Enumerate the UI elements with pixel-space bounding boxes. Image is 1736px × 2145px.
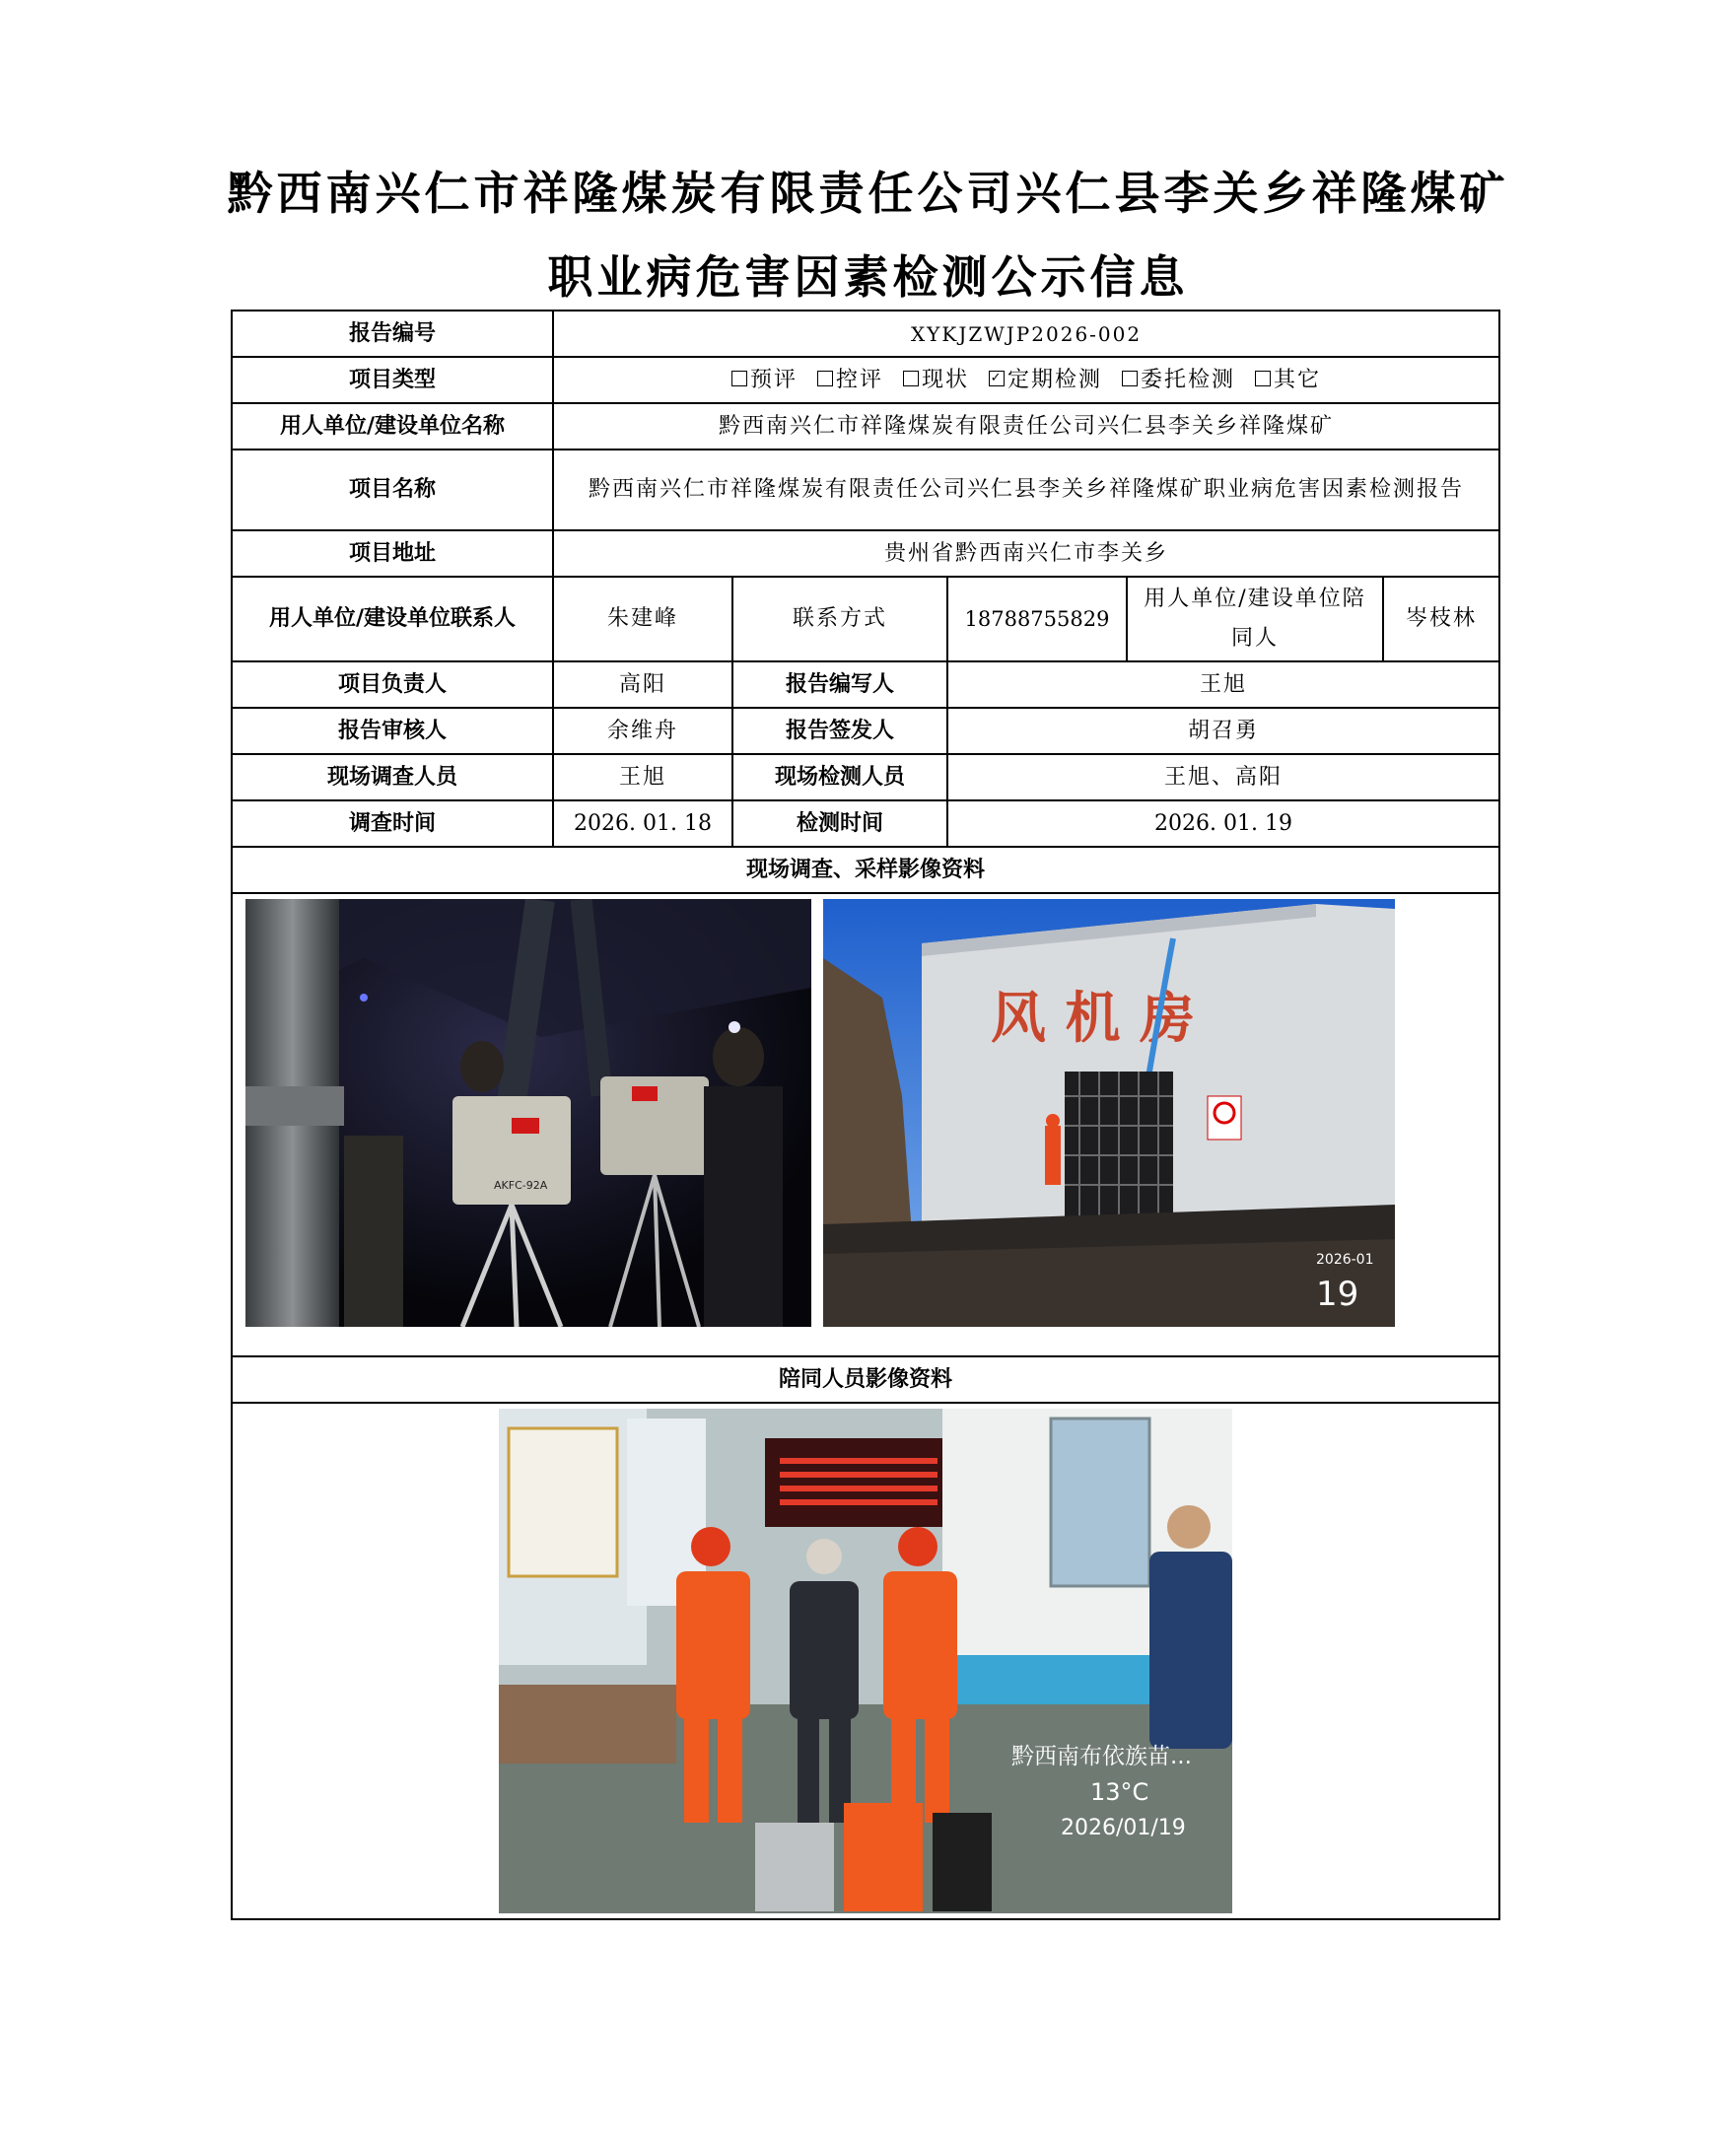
project-address: 贵州省黔西南兴仁市李关乡 — [553, 530, 1499, 577]
info-table — [231, 310, 1500, 1920]
phone-label: 联系方式 — [732, 577, 947, 661]
phone-number: 18788755829 — [947, 577, 1127, 661]
project-type-option — [903, 368, 969, 392]
contact-name: 朱建峰 — [553, 577, 732, 661]
title-line1: 黔西南兴仁市祥隆煤炭有限责任公司兴仁县李关乡祥隆煤矿 — [227, 167, 1509, 220]
tester-names: 王旭、高阳 — [947, 754, 1499, 800]
escort-label: 用人单位/建设单位陪同人 — [1127, 577, 1383, 661]
unchecked-box-icon — [731, 371, 747, 386]
surveyor-label: 现场调查人员 — [232, 754, 553, 800]
photo-temperature: 13°C — [1090, 1778, 1149, 1806]
writer-label: 报告编写人 — [732, 661, 947, 708]
underground-sampling-photo — [245, 899, 811, 1327]
project-type-option — [817, 368, 883, 392]
photo-stamp-day: 19 — [1316, 1275, 1359, 1314]
survey-time-label: 调查时间 — [232, 800, 553, 847]
issuer-name: 胡召勇 — [947, 708, 1499, 754]
unchecked-box-icon — [1255, 371, 1271, 386]
project-type-option — [1122, 368, 1235, 392]
checked-box-icon: ✓ — [990, 370, 1004, 385]
writer-name: 王旭 — [947, 661, 1499, 708]
employer-label: 用人单位/建设单位名称 — [232, 403, 553, 450]
project-type-option-label: 现状 — [922, 367, 970, 392]
pm-label: 项目负责人 — [232, 661, 553, 708]
unchecked-box-icon — [903, 371, 919, 386]
project-name: 黔西南兴仁市祥隆煤炭有限责任公司兴仁县李关乡祥隆煤矿职业病危害因素检测报告 — [553, 450, 1499, 530]
survey-photos-cell — [232, 893, 1499, 1356]
photo-date: 2026/01/19 — [1061, 1816, 1186, 1840]
section-escort-photos-label: 陪同人员影像资料 — [232, 1356, 1499, 1403]
svg-text:AKFC-92A: AKFC-92A — [494, 1179, 548, 1192]
pm-name: 高阳 — [553, 661, 732, 708]
reviewer-name: 余维舟 — [553, 708, 732, 754]
escort-group-photo — [499, 1409, 1232, 1913]
tester-label: 现场检测人员 — [732, 754, 947, 800]
title-line2: 职业病危害因素检测公示信息 — [547, 250, 1189, 304]
report-no: XYKJZWJP2026-002 — [553, 311, 1499, 357]
photo-stamp-month: 2026-01 — [1316, 1252, 1374, 1268]
issuer-label: 报告签发人 — [732, 708, 947, 754]
unchecked-box-icon — [1122, 371, 1138, 386]
surveyor-name: 王旭 — [553, 754, 732, 800]
project-type-option-label: 预评 — [749, 367, 798, 392]
project-type-option-label: 控评 — [835, 367, 883, 392]
report-no-label: 报告编号 — [232, 311, 553, 357]
survey-time: 2026. 01. 18 — [553, 800, 732, 847]
fan-house-sign: 风 机 房 — [991, 987, 1195, 1051]
employer-name: 黔西南兴仁市祥隆煤炭有限责任公司兴仁县李关乡祥隆煤矿 — [553, 403, 1499, 450]
project-type-option-label: 定期检测 — [1007, 367, 1103, 392]
escort-name: 岑枝林 — [1383, 577, 1499, 661]
project-type-option-label: 委托检测 — [1141, 367, 1236, 392]
project-name-label: 项目名称 — [232, 450, 553, 530]
section-survey-photos-label: 现场调查、采样影像资料 — [232, 847, 1499, 893]
contact-label: 用人单位/建设单位联系人 — [232, 577, 553, 661]
photo-location: 黔西南布依族苗... — [1011, 1744, 1192, 1769]
address-label: 项目地址 — [232, 530, 553, 577]
project-type-option-label: 其它 — [1274, 367, 1322, 392]
unchecked-box-icon — [817, 371, 833, 386]
escort-photos-cell — [232, 1403, 1499, 1919]
reviewer-label: 报告审核人 — [232, 708, 553, 754]
project-type-options — [553, 357, 1499, 403]
project-type-option — [731, 368, 798, 392]
project-type-label: 项目类型 — [232, 357, 553, 403]
project-type-option — [1255, 368, 1321, 392]
test-time-label: 检测时间 — [732, 800, 947, 847]
fan-house-photo — [823, 899, 1395, 1327]
project-type-option — [989, 368, 1102, 392]
test-time: 2026. 01. 19 — [947, 800, 1499, 847]
